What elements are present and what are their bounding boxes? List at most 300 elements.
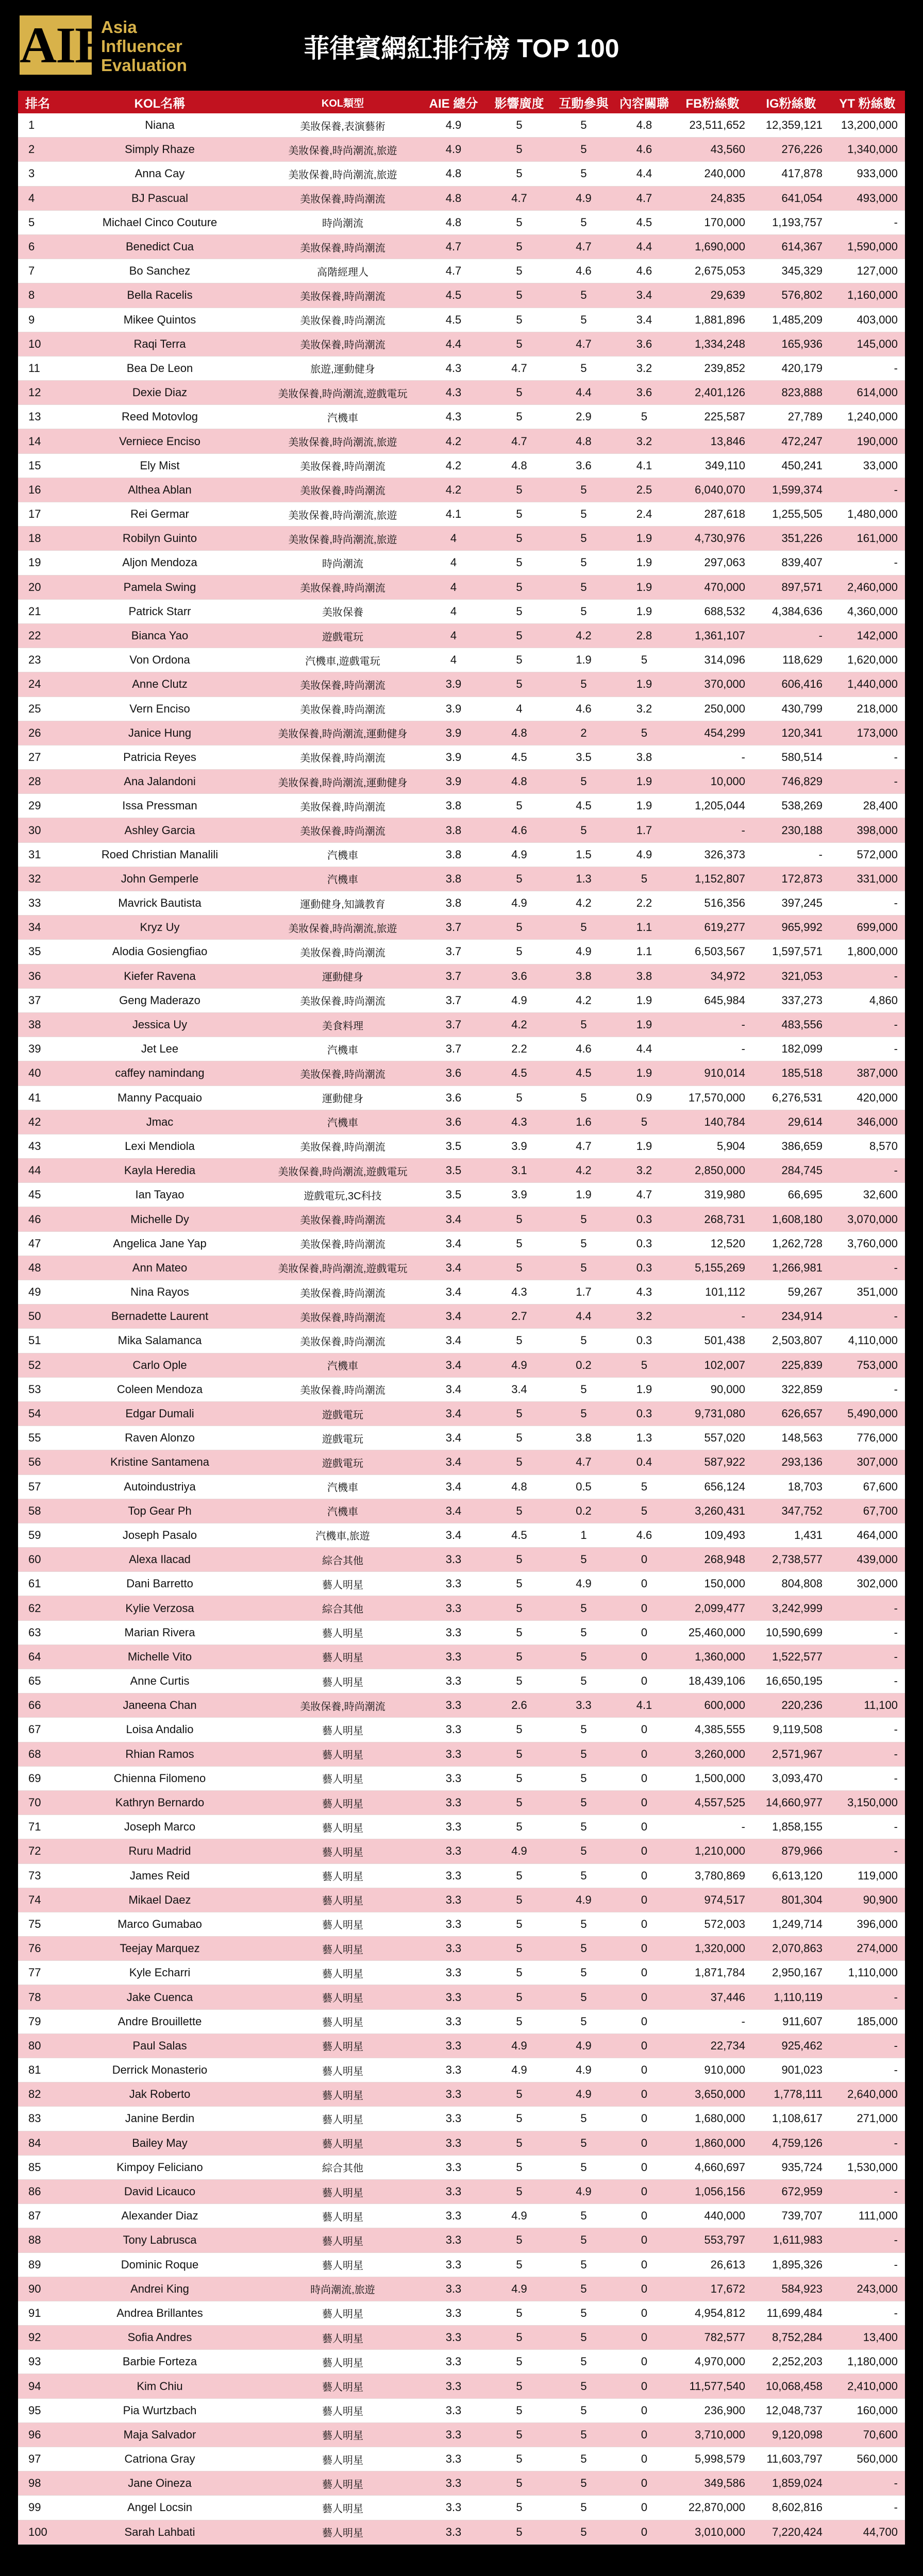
rank-cell: 76: [28, 1942, 41, 1955]
rank-cell: 59: [28, 1528, 41, 1541]
fb-followers-cell: 1,360,000: [695, 1650, 745, 1663]
kol-name-cell: Andrei King: [130, 2282, 189, 2295]
kol-name-cell: Coleen Mendoza: [116, 1382, 203, 1396]
fb-followers-cell: 1,152,807: [695, 872, 745, 885]
rank-cell: 42: [28, 1115, 41, 1128]
kol-type-cell: 藝人明星: [322, 1822, 363, 1834]
engagement-cell: 5: [580, 2331, 587, 2344]
relevance-cell: 1.9: [636, 799, 652, 812]
ig-followers-cell: 2,252,203: [772, 2355, 823, 2368]
fb-followers-cell: 4,970,000: [695, 2355, 745, 2368]
ig-followers-cell: 2,070,863: [772, 1942, 823, 1955]
aie-score-cell: 3.5: [445, 1188, 462, 1201]
relevance-cell: 0.3: [636, 1407, 652, 1420]
kol-type-cell: 美妝保養,時尚潮流,旅遊: [288, 534, 397, 546]
aie-score-cell: 4.7: [445, 264, 462, 278]
kol-name-cell: Rhian Ramos: [125, 1747, 194, 1760]
table-row: [18, 1621, 905, 1645]
engagement-cell: 1.6: [576, 1115, 592, 1128]
kol-type-cell: 時尚潮流: [322, 218, 363, 230]
kol-type-cell: 美妝保養,時尚潮流: [300, 1336, 385, 1348]
aie-score-cell: 3.8: [445, 799, 462, 812]
relevance-cell: 1.9: [636, 1066, 652, 1080]
kol-name-cell: Mikael Daez: [128, 1893, 191, 1906]
breadth-cell: 5: [516, 1942, 523, 1955]
relevance-cell: 3.4: [636, 289, 652, 302]
ig-followers-cell: 935,724: [781, 2160, 823, 2174]
relevance-cell: 0: [641, 2331, 648, 2344]
table-row: [18, 697, 905, 721]
engagement-cell: 5: [580, 1601, 587, 1615]
rank-cell: 24: [28, 677, 41, 691]
breadth-cell: 5: [516, 532, 523, 545]
ig-followers-cell: 2,503,807: [772, 1334, 823, 1347]
table-row: [18, 1402, 905, 1426]
table-row: [18, 2301, 905, 2326]
ig-followers-cell: 641,054: [781, 191, 823, 205]
breadth-cell: 4.5: [511, 1066, 527, 1080]
yt-followers-cell: 1,620,000: [847, 653, 898, 667]
yt-followers-cell: 218,000: [857, 702, 898, 715]
relevance-cell: 0: [641, 1796, 648, 1809]
ig-followers-cell: 347,752: [781, 1504, 823, 1517]
breadth-cell: 5: [516, 1504, 523, 1517]
table-row: [18, 283, 905, 308]
aie-score-cell: 3.3: [445, 2185, 462, 2198]
relevance-cell: 0: [641, 1625, 648, 1639]
kol-name-cell: Kiefer Ravena: [124, 969, 196, 982]
aie-score-cell: 3.9: [445, 702, 462, 715]
fb-followers-cell: 1,320,000: [695, 1942, 745, 1955]
kol-name-cell: Alexa Ilacad: [129, 1553, 191, 1566]
breadth-cell: 4.9: [511, 1844, 527, 1858]
yt-followers-cell: -: [894, 2063, 898, 2077]
rank-cell: 18: [28, 532, 41, 545]
rank-cell: 65: [28, 1674, 41, 1688]
breadth-cell: 5: [516, 1625, 523, 1639]
rank-cell: 21: [28, 604, 41, 618]
engagement-cell: 4.9: [576, 2039, 592, 2052]
table-row: [18, 1450, 905, 1475]
yt-followers-cell: -: [894, 556, 898, 569]
relevance-cell: 0: [641, 2403, 648, 2417]
rank-cell: 81: [28, 2063, 41, 2077]
ig-followers-cell: 120,341: [781, 726, 823, 739]
kol-type-cell: 美妝保養: [322, 607, 363, 619]
yt-followers-cell: 1,590,000: [847, 240, 898, 253]
table-row: [18, 1645, 905, 1669]
fb-followers-cell: 1,690,000: [695, 240, 745, 253]
relevance-cell: 0: [641, 1844, 648, 1858]
ig-followers-cell: 879,966: [781, 1844, 823, 1858]
kol-type-cell: 藝人明星: [322, 1798, 363, 1810]
yt-followers-cell: 3,150,000: [847, 1796, 898, 1809]
kol-name-cell: Tony Labrusca: [123, 2233, 197, 2247]
kol-name-cell: Reed Motovlog: [122, 410, 198, 423]
engagement-cell: 4.9: [576, 2063, 592, 2077]
table-row: [18, 211, 905, 235]
rank-cell: 98: [28, 2477, 41, 2490]
kol-name-cell: Geng Maderazo: [119, 993, 200, 1007]
ig-followers-cell: 4,759,126: [772, 2136, 823, 2149]
kol-name-cell: Janine Berdin: [125, 2112, 195, 2125]
yt-followers-cell: -: [894, 750, 898, 764]
aie-score-cell: 3.4: [445, 1407, 462, 1420]
yt-followers-cell: 5,490,000: [847, 1407, 898, 1420]
yt-followers-cell: 173,000: [857, 726, 898, 739]
table-row: [18, 113, 905, 138]
yt-followers-cell: 190,000: [857, 434, 898, 448]
relevance-cell: 0: [641, 2501, 648, 2514]
fb-followers-cell: 10,000: [710, 775, 745, 788]
rank-cell: 68: [28, 1747, 41, 1760]
engagement-cell: 5: [580, 289, 587, 302]
ig-followers-cell: 220,236: [781, 1699, 823, 1712]
engagement-cell: 3.8: [576, 1431, 592, 1445]
relevance-cell: 3.2: [636, 434, 652, 448]
kol-type-cell: 美妝保養,時尚潮流: [300, 340, 385, 351]
kol-name-cell: Marian Rivera: [124, 1625, 195, 1639]
kol-type-cell: 美妝保養,時尚潮流,旅遊: [288, 145, 397, 157]
rank-cell: 10: [28, 337, 41, 350]
engagement-cell: 5: [580, 1334, 587, 1347]
kol-type-cell: 美妝保養,時尚潮流: [300, 242, 385, 254]
table-row: [18, 1256, 905, 1280]
relevance-cell: 2.8: [636, 629, 652, 642]
breadth-cell: 4.9: [511, 2282, 527, 2295]
relevance-cell: 5: [641, 872, 648, 885]
kol-type-cell: 藝人明星: [322, 2503, 363, 2515]
aie-score-cell: 3.3: [445, 1625, 462, 1639]
fb-followers-cell: 470,000: [704, 580, 745, 594]
table-row: [18, 624, 905, 648]
yt-followers-cell: -: [894, 896, 898, 910]
breadth-cell: 4.6: [511, 823, 527, 837]
rank-cell: 15: [28, 459, 41, 472]
kol-name-cell: Roed Christian Manalili: [101, 848, 219, 861]
kol-name-cell: Bailey May: [132, 2136, 188, 2149]
fb-followers-cell: 688,532: [704, 604, 745, 618]
kol-type-cell: 藝人明星: [322, 2357, 363, 2369]
aie-score-cell: 4.9: [445, 118, 462, 132]
fb-followers-cell: 645,984: [704, 993, 745, 1007]
table-row: [18, 867, 905, 891]
yt-followers-cell: -: [894, 1820, 898, 1834]
table-row: [18, 1183, 905, 1207]
fb-followers-cell: 43,560: [710, 143, 745, 156]
relevance-cell: 0: [641, 1747, 648, 1760]
kol-type-cell: 遊戲電玩: [322, 1409, 363, 1421]
relevance-cell: 0: [641, 1553, 648, 1566]
fb-followers-cell: 24,835: [710, 191, 745, 205]
relevance-cell: 0: [641, 2136, 648, 2149]
ig-followers-cell: 801,304: [781, 1893, 823, 1906]
kol-type-cell: 汽機車: [327, 1361, 358, 1372]
fb-followers-cell: 287,618: [704, 507, 745, 521]
breadth-cell: 4.9: [511, 896, 527, 910]
fb-followers-cell: 1,500,000: [695, 1771, 745, 1785]
breadth-cell: 5: [516, 1723, 523, 1736]
yt-followers-cell: -: [894, 2136, 898, 2149]
engagement-cell: 4.4: [576, 1310, 592, 1323]
kol-type-cell: 藝人明星: [322, 2479, 363, 2490]
breadth-cell: 5: [516, 1674, 523, 1688]
rank-cell: 40: [28, 1066, 41, 1080]
table-row: [18, 1086, 905, 1110]
engagement-cell: 5: [580, 1771, 587, 1785]
engagement-cell: 5: [580, 1212, 587, 1226]
kol-name-cell: Vern Enciso: [129, 702, 190, 715]
fb-followers-cell: 782,577: [704, 2331, 745, 2344]
fb-followers-cell: 9,731,080: [695, 1407, 745, 1420]
breadth-cell: 5: [516, 1917, 523, 1930]
ig-followers-cell: 6,613,120: [772, 1869, 823, 1882]
breadth-cell: 4.3: [511, 1285, 527, 1299]
breadth-cell: 4.9: [511, 993, 527, 1007]
breadth-cell: 4.7: [511, 191, 527, 205]
table-row: [18, 381, 905, 405]
engagement-cell: 2.9: [576, 410, 592, 423]
fb-followers-cell: 5,155,269: [695, 1261, 745, 1274]
yt-followers-cell: 4,860: [869, 993, 898, 1007]
table-row: [18, 2034, 905, 2058]
relevance-cell: 4.6: [636, 264, 652, 278]
ig-followers-cell: 230,188: [781, 823, 823, 837]
ig-followers-cell: 276,226: [781, 143, 823, 156]
yt-followers-cell: 776,000: [857, 1431, 898, 1445]
fb-followers-cell: 13,846: [710, 434, 745, 448]
yt-followers-cell: -: [894, 361, 898, 375]
kol-name-cell: Angelica Jane Yap: [113, 1236, 207, 1250]
relevance-cell: 1.9: [636, 1382, 652, 1396]
rank-cell: 95: [28, 2403, 41, 2417]
rank-cell: 34: [28, 921, 41, 934]
kol-type-cell: 美妝保養,時尚潮流: [300, 996, 385, 1008]
yt-followers-cell: 3,760,000: [847, 1236, 898, 1250]
relevance-cell: 0: [641, 2039, 648, 2052]
fb-followers-cell: 454,299: [704, 726, 745, 739]
rank-cell: 72: [28, 1844, 41, 1858]
table-row: [18, 2326, 905, 2350]
ig-followers-cell: 14,660,977: [765, 1796, 823, 1809]
yt-followers-cell: 119,000: [858, 1869, 898, 1882]
relevance-cell: 1.3: [636, 1431, 652, 1445]
aie-score-cell: 3.3: [445, 2501, 462, 2514]
relevance-cell: 5: [641, 410, 648, 423]
page-header: [0, 0, 923, 89]
engagement-cell: 5: [580, 1018, 587, 1031]
table-row: [18, 1232, 905, 1256]
rank-cell: 84: [28, 2136, 41, 2149]
aie-score-cell: 4: [450, 580, 457, 594]
relevance-cell: 0: [641, 1577, 648, 1590]
table-row: [18, 308, 905, 332]
kol-type-cell: 美妝保養,時尚潮流: [300, 947, 385, 959]
kol-type-cell: 高階經理人: [317, 266, 368, 278]
kol-type-cell: 藝人明星: [322, 2041, 363, 2053]
breadth-cell: 5: [516, 2088, 523, 2101]
aie-score-cell: 3.3: [445, 1723, 462, 1736]
breadth-cell: 5: [516, 1455, 523, 1469]
engagement-cell: 5: [580, 2379, 587, 2393]
aie-score-cell: 3.3: [445, 1942, 462, 1955]
breadth-cell: 5: [516, 143, 523, 156]
fb-followers-cell: 600,000: [704, 1699, 745, 1712]
kol-name-cell: Dani Barretto: [126, 1577, 193, 1590]
relevance-cell: 2.5: [636, 483, 652, 496]
engagement-cell: 5: [580, 2525, 587, 2538]
breadth-cell: 5: [516, 1431, 523, 1445]
rank-cell: 2: [28, 143, 35, 156]
aie-score-cell: 3.4: [445, 1358, 462, 1371]
aie-score-cell: 3.3: [445, 1893, 462, 1906]
table-row: [18, 2471, 905, 2496]
relevance-cell: 4.4: [636, 1042, 652, 1056]
engagement-cell: 4.7: [576, 1139, 592, 1153]
kol-name-cell: Jmac: [146, 1115, 174, 1128]
fb-followers-cell: 1,860,000: [695, 2136, 745, 2149]
fb-followers-cell: 5,904: [716, 1139, 745, 1153]
ig-followers-cell: 337,273: [781, 993, 823, 1007]
engagement-cell: 5: [580, 143, 587, 156]
fb-followers-cell: 240,000: [704, 167, 745, 180]
kol-type-cell: 美妝保養,時尚潮流: [300, 1142, 385, 1154]
fb-followers-cell: -: [741, 2014, 745, 2028]
table-row: [18, 259, 905, 283]
rank-cell: 35: [28, 945, 41, 958]
fb-followers-cell: 1,210,000: [695, 1844, 745, 1858]
engagement-cell: 5: [580, 1553, 587, 1566]
ig-followers-cell: 11,699,484: [766, 2306, 823, 2319]
engagement-cell: 5: [580, 2160, 587, 2174]
rank-cell: 26: [28, 726, 41, 739]
kol-type-cell: 美妝保養,時尚潮流: [300, 704, 385, 716]
ig-followers-cell: -: [818, 629, 823, 642]
aie-score-cell: 4.9: [445, 143, 462, 156]
breadth-cell: 4.5: [511, 750, 527, 764]
yt-followers-cell: -: [894, 2233, 898, 2247]
kol-name-cell: Lexi Mendiola: [125, 1139, 195, 1153]
kol-name-cell: Benedict Cua: [125, 240, 194, 253]
yt-followers-cell: 1,340,000: [847, 143, 898, 156]
table-row: [18, 478, 905, 502]
breadth-cell: 5: [516, 2477, 523, 2490]
aie-score-cell: 3.7: [445, 921, 462, 934]
aie-score-cell: 3.3: [445, 2039, 462, 2052]
fb-followers-cell: 3,650,000: [695, 2088, 745, 2101]
table-row: [18, 770, 905, 794]
ig-followers-cell: 1,859,024: [772, 2477, 823, 2490]
relevance-cell: 0.9: [636, 1091, 652, 1104]
ig-followers-cell: 1,895,326: [772, 2258, 823, 2271]
breadth-cell: 5: [516, 2136, 523, 2149]
yt-followers-cell: 699,000: [857, 921, 898, 934]
rank-cell: 33: [28, 896, 41, 910]
table-row: [18, 2131, 905, 2156]
ig-followers-cell: 172,873: [781, 872, 823, 885]
aie-score-cell: 3.7: [445, 969, 462, 982]
yt-followers-cell: -: [894, 2306, 898, 2319]
rank-cell: 31: [28, 848, 41, 861]
breadth-cell: 5: [516, 580, 523, 594]
yt-followers-cell: -: [894, 1164, 898, 1177]
table-row: [18, 1596, 905, 1620]
breadth-cell: 5: [516, 386, 523, 399]
ig-followers-cell: 1,608,180: [772, 1212, 823, 1226]
fb-followers-cell: 26,613: [710, 2258, 745, 2271]
ig-followers-cell: 386,659: [781, 1139, 823, 1153]
engagement-cell: 1.7: [576, 1285, 592, 1299]
relevance-cell: 4.7: [636, 1188, 652, 1201]
aie-score-cell: 3.7: [445, 1042, 462, 1056]
kol-name-cell: Rei Germar: [130, 507, 189, 521]
rank-cell: 60: [28, 1553, 41, 1566]
rank-cell: 46: [28, 1212, 41, 1226]
kol-type-cell: 遊戲電玩: [322, 1458, 363, 1469]
kol-type-cell: 美妝保養,時尚潮流,運動健身: [278, 728, 408, 740]
fb-followers-cell: 974,517: [704, 1893, 745, 1906]
rank-cell: 91: [28, 2306, 41, 2319]
rank-cell: 7: [28, 264, 35, 278]
table-row: [18, 2423, 905, 2447]
table-row: [18, 2374, 905, 2398]
kol-name-cell: Anna Cay: [135, 167, 185, 180]
engagement-cell: 5: [580, 921, 587, 934]
breadth-cell: 4.9: [511, 1358, 527, 1371]
ig-followers-cell: 1,485,209: [772, 313, 823, 326]
yt-followers-cell: 44,700: [863, 2525, 898, 2538]
kol-type-cell: 遊戲電玩: [322, 1433, 363, 1445]
engagement-cell: 4.9: [576, 2185, 592, 2198]
relevance-cell: 3.2: [636, 361, 652, 375]
engagement-cell: 3.5: [576, 750, 592, 764]
table-row: [18, 235, 905, 259]
fb-followers-cell: 2,401,126: [695, 386, 745, 399]
breadth-cell: 5: [516, 2403, 523, 2417]
ig-followers-cell: 580,514: [781, 750, 823, 764]
relevance-cell: 0: [641, 1650, 648, 1663]
kol-type-cell: 藝人明星: [322, 1895, 363, 1907]
ig-followers-cell: 12,048,737: [765, 2403, 823, 2417]
table-row: [18, 1353, 905, 1378]
kol-name-cell: Verniece Enciso: [119, 434, 200, 448]
aie-score-cell: 3.9: [445, 677, 462, 691]
relevance-cell: 0: [641, 2477, 648, 2490]
aie-score-cell: 3.3: [445, 1674, 462, 1688]
relevance-cell: 0: [641, 2525, 648, 2538]
fb-followers-cell: 22,870,000: [688, 2501, 745, 2514]
logo-line-3: Evaluation: [101, 56, 187, 75]
ig-followers-cell: 148,563: [781, 1431, 823, 1445]
yt-followers-cell: 753,000: [857, 1358, 898, 1371]
kol-name-cell: Catriona Gray: [124, 2452, 195, 2466]
fb-followers-cell: 22,734: [710, 2039, 745, 2052]
kol-type-cell: 藝人明星: [322, 1920, 363, 1931]
breadth-cell: 3.9: [511, 1188, 527, 1201]
ig-followers-cell: 10,590,699: [765, 1625, 823, 1639]
yt-followers-cell: -: [894, 1990, 898, 2004]
kol-type-cell: 美妝保養,時尚潮流: [300, 194, 385, 206]
breadth-cell: 5: [516, 410, 523, 423]
yt-followers-cell: 185,000: [857, 2014, 898, 2028]
rank-cell: 23: [28, 653, 41, 667]
fb-followers-cell: 516,356: [704, 896, 745, 910]
relevance-cell: 2.4: [636, 507, 652, 521]
aie-score-cell: 3.3: [445, 2014, 462, 2028]
engagement-cell: 5: [580, 2233, 587, 2247]
engagement-cell: 5: [580, 1917, 587, 1930]
relevance-cell: 0: [641, 1990, 648, 2004]
